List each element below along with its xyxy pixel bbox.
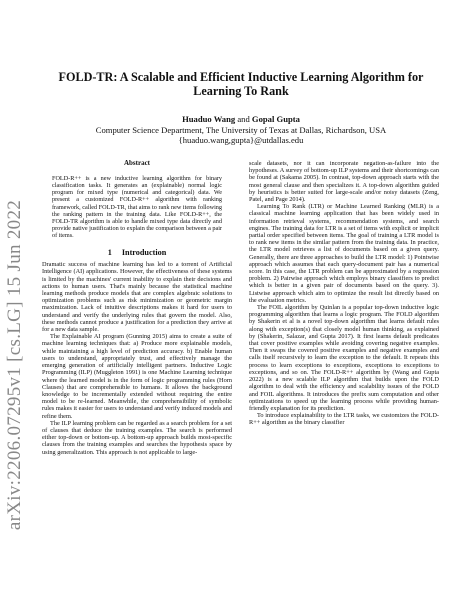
author-emails: {huaduo.wang,gupta}@utdallas.edu <box>178 135 304 145</box>
author-conjunction: and <box>237 114 250 124</box>
author-2: Gopal Gupta <box>251 114 300 124</box>
right-paragraph-1: scale datasets, nor it can incorporate negation-as-failure into the hypotheses. A survey of bottom-up ILP systems and their shortcomings can be found at (Sakama 2005). In contrast, top-down approach starts with the most general clause and then specializes it. A top-down algorithm guided by heuristics is better suited for large-scale and/or noisy datasets (Zeng, Patel, and Page 2014). <box>249 160 439 204</box>
left-column <box>42 160 232 456</box>
right-paragraph-3: The FOIL algorithm by Quinlan is a popular top-down inductive logic programming algorithm that learns a logic program. The FOLD algorithm by Shakerin et al is a novel top-down algorithm that learns default rules along with exception(s) that closely model human thinking, as explained by (Shakerin, Salazar, and Gupta 2017). It first learns default predicates that cover positive examples while avoiding covering negative examples. Then it swaps the covered positive examples and negative examples and calls itself recursively to learn the exception to the default. It repeats this process to learn exceptions to exceptions, exceptions to exceptions to exceptions, and so on. The FOLD-R++ algorithm by (Wang and Gupta 2022) is a new scalable ILP algorithm that builds upon the FOLD algorithm to deal with the efficiency and scalability issues of the FOLD and FOIL algorithms. It introduces the prefix sum computation and other optimizations to speed up the learning process while providing human-friendly explanation for its prediction. <box>249 304 439 412</box>
right-paragraph-4: To introduce explainability to the LTR tasks, we customizes the FOLD-R++ algorithm as the binary classifier <box>249 412 439 427</box>
affiliation: Computer Science Department, The University of Texas at Dallas, Richardson, USA <box>95 124 387 135</box>
abstract-heading: Abstract <box>123 159 151 167</box>
section-heading <box>42 249 232 256</box>
intro-paragraph-3: The ILP learning problem can be regarded as a search problem for a set of clauses that deduce the training examples. The search is performed either top-down or bottom-up. A bottom-up approach builds most-specific clauses from the training examples and searches the hypothesis space by using generalization. This approach is not applicable to large- <box>42 419 232 456</box>
abstract-text: FOLD-R++ is a new inductive learning algorithm for binary classification tasks. It generates an (explainable) normal logic program for mixed type (numerical and categorical) data. We present a customized FOLD-R++ algorithm with ranking framework, called FOLD-TR, that aims to rank new items following the ranking pattern in the training data. Like FOLD-R++, the FOLD-TR algorithm is able to handle mixed type data directly and provide native justification to explain the comparison between a pair of items. <box>52 175 222 239</box>
author-1: Huaduo Wang <box>182 114 236 124</box>
author-names <box>40 114 442 125</box>
paper-title: FOLD-TR: A Scalable and Efficient Inductive Learning Algorithm for Learning To Rank <box>58 70 424 98</box>
section-title: Introduction <box>121 248 167 258</box>
intro-paragraph-2: The Explainable AI program (Gunning 2015) aims to create a suite of machine learning techniques that: a) Produce more explainable models, while maintaining a high level of prediction accuracy. b) Enable human users to understand, appropriately trust, and effectively manage the emerging generation of artificially intelligent partners. Inductive Logic Programming (ILP) (Muggleton 1991) is one Machine Learning technique where the learned model is in the form of logic programming rules (Horn Clauses) that are comprehensible to humans. It allows the background knowledge to be incrementally extended without requiring the entire model to be re-learned. Meanwhile, the comprehensibility of symbolic rules makes it easier for users to understand and verify induced models and refine them. <box>42 333 232 420</box>
arxiv-id-text: arXiv:2206.07295v1 [cs.LG] 15 Jun 2022 <box>4 199 25 531</box>
section-number: 1 <box>107 248 112 258</box>
author-block <box>40 114 442 146</box>
intro-paragraph-1: Dramatic success of machine learning has led to a torrent of Artificial Intelligence (AI) applications. However, the effectiveness of these systems is limited by the machines' current inability to explain their decisions and actions to human users. That's mainly because the statistical machine learning methods produce models that are complex algebraic solutions to optimization problems such as risk minimization or geometric margin maximization. Lack of intuitive descriptions makes it hard for users to understand and verify the underlying rules that govern the model. Also, these methods cannot produce a justification for a prediction they arrive at for a new data sample. <box>42 261 232 334</box>
right-column <box>249 160 439 427</box>
arxiv-identifier <box>2 160 28 570</box>
right-paragraph-2: Learning To Rank (LTR) or Machine Learned Ranking (MLR) is a classical machine learning application that has been widely used in information retrieval systems, recommendation systems, and search engines. The training data for LTR is a set of items with explicit or implicit partial order specified between items. The goal of training a LTR model is to rank new items in the similar pattern from the training data. In practice, the LTR model retrieves a list of documents based on a given query. Generally, there are three approaches to build the LTR model: 1) Pointwise approach which assumes that each query-document pair has a numerical score. In this case, the LTR problem can be approximated by a regression problem. 2) Pairwise approach which employs binary classifiers to predict which is better in a given pair of documents based on the query. 3). Listwise approach which aim to optimize the result list directly based on the evaluation metrics. <box>249 203 439 304</box>
